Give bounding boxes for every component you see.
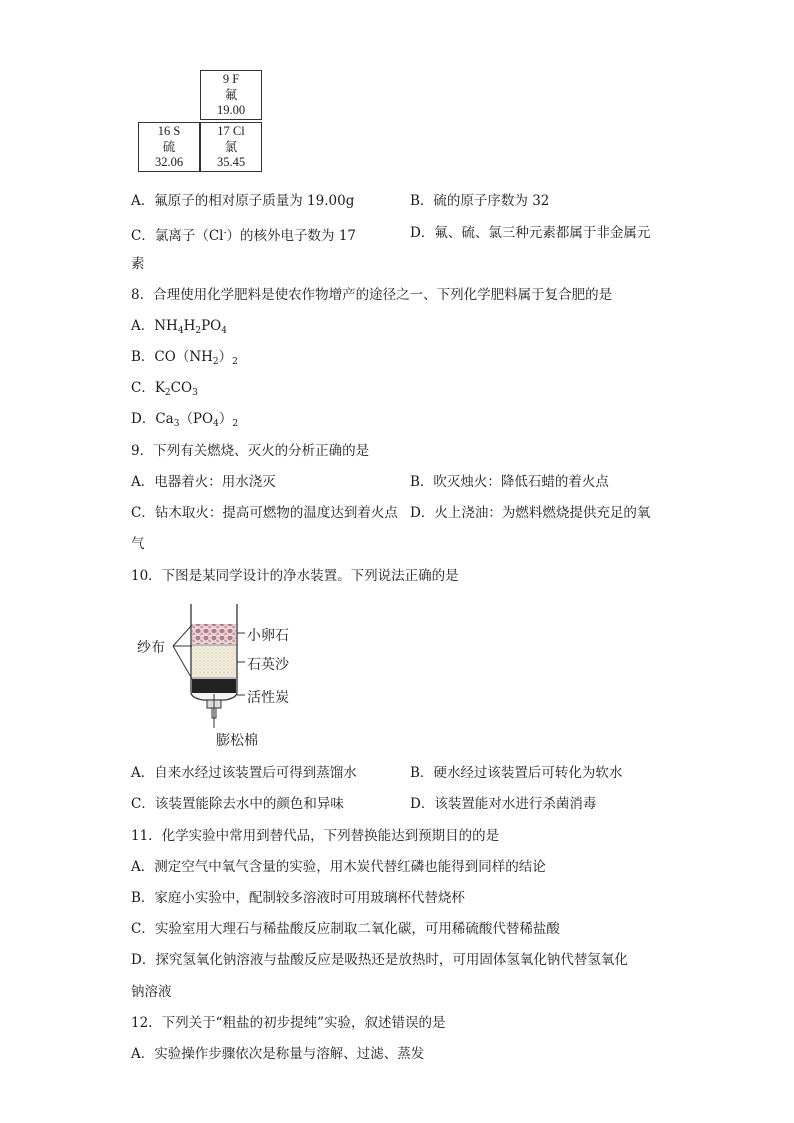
q8-a-sub2: 2: [195, 326, 202, 336]
fluorine-name: 氟: [224, 87, 238, 102]
element-cell-fluorine: [200, 70, 262, 120]
q8-b-sub2: 2: [232, 357, 238, 367]
q7-option-d-cont: 素: [131, 256, 145, 272]
q9-stem: 9．下列有关燃烧、灭火的分析正确的是: [131, 443, 370, 459]
chlorine-mass: 35.45: [216, 155, 246, 169]
fluorine-mass: 19.00: [216, 103, 246, 117]
q8-b-sub1: 2: [212, 357, 219, 367]
q8-b-text: B．CO（NH: [131, 349, 213, 365]
q7-option-b[interactable]: B．硫的原子序数为 32: [410, 193, 550, 209]
q8-c-sub1: 2: [164, 388, 171, 398]
q7-option-a[interactable]: A．氟原子的相对原子质量为 19.00g: [131, 193, 355, 209]
q10-option-d[interactable]: D．该装置能对水进行杀菌消毒: [410, 796, 597, 812]
label-carbon: 活性炭: [247, 690, 289, 706]
label-sand: 石英沙: [247, 657, 289, 673]
element-cell-sulfur: [138, 122, 200, 172]
q8-d-text: D．Ca: [131, 411, 174, 427]
fluorine-number-symbol: 9 F: [222, 72, 240, 86]
q8-d-sub1: 3: [173, 419, 180, 429]
label-gauze: 纱布: [137, 640, 165, 656]
q11-option-d-cont: 钠溶液: [131, 984, 172, 1000]
q8-a-sub3: 4: [221, 326, 227, 336]
q7-option-d[interactable]: D．氟、硫、氯三种元素都属于非金属元: [410, 225, 651, 241]
label-cotton: 膨松棉: [216, 733, 258, 749]
sulfur-name: 硫: [162, 139, 176, 154]
q12-option-a[interactable]: A．实验操作步骤依次是称量与溶解、过滤、蒸发: [131, 1046, 425, 1062]
q8-stem: 8．合理使用化学肥料是使农作物增产的途径之一、下列化学肥料属于复合肥的是: [131, 287, 613, 303]
q9-option-a[interactable]: A．电器着火：用水浇灭: [131, 474, 276, 490]
q8-c-sub2: 3: [192, 388, 198, 398]
q7-c-sup: -: [223, 228, 227, 238]
q8-option-d[interactable]: [131, 409, 238, 434]
q8-d-sub3: 2: [232, 419, 239, 429]
q10-stem: 10．下图是某同学设计的净水装置。下列说法正确的是: [131, 568, 459, 584]
q7-c-post: ）的核外电子数为 17: [226, 228, 357, 244]
water-filter-diagram: [131, 600, 321, 750]
chlorine-name: 氯: [224, 139, 238, 154]
q8-a-text2: H: [183, 318, 196, 334]
sulfur-number-symbol: 16 S: [157, 124, 181, 138]
q10-option-a[interactable]: A．自来水经过该装置后可得到蒸馏水: [131, 765, 357, 781]
q11-option-d[interactable]: D．探究氢氧化钠溶液与盐酸反应是吸热还是放热时，可用固体氢氧化钠代替氢氧化: [131, 952, 628, 968]
q9-option-d[interactable]: D．火上浇油：为燃料燃烧提供充足的氧: [410, 505, 651, 521]
q8-c-text2: CO: [170, 380, 193, 396]
q8-a-sub1: 4: [177, 326, 184, 336]
q8-a-text: A．NH: [131, 318, 178, 334]
q11-stem: 11．化学实验中常用到替代品，下列替换能达到预期目的的是: [131, 828, 500, 844]
q7-option-c[interactable]: [131, 223, 356, 246]
q8-b-text2: ）: [218, 349, 233, 365]
q10-option-b[interactable]: B．硬水经过该装置后可转化为软水: [410, 765, 623, 781]
q8-c-text: C．K: [131, 380, 165, 396]
sulfur-mass: 32.06: [154, 155, 184, 169]
q8-option-a[interactable]: [131, 316, 227, 341]
element-cell-chlorine: [200, 122, 262, 172]
label-pebbles: 小卵石: [247, 628, 289, 644]
q10-option-c[interactable]: C．该装置能除去水中的颜色和异味: [131, 796, 344, 812]
q9-option-b[interactable]: B．吹灭烛火：降低石蜡的着火点: [410, 474, 609, 490]
q8-d-text2: （PO: [179, 411, 214, 427]
chlorine-number-symbol: 17 Cl: [217, 124, 245, 138]
q8-option-b[interactable]: [131, 347, 238, 372]
q9-option-c[interactable]: C．钻木取火：提高可燃物的温度达到着火点: [131, 505, 398, 521]
q8-a-text3: PO: [201, 318, 222, 334]
q9-option-d-cont: 气: [131, 536, 145, 552]
q7-c-pre: C．氯离子（Cl: [131, 228, 224, 244]
q11-option-c[interactable]: C．实验室用大理石与稀盐酸反应制取二氧化碳，可用稀硫酸代替稀盐酸: [131, 921, 560, 937]
filter-apparatus-icon: [131, 600, 321, 750]
q12-stem: 12．下列关于“粗盐的初步提纯”实验，叙述错误的是: [131, 1015, 446, 1031]
q8-d-sub2: 4: [213, 419, 219, 429]
q8-option-c[interactable]: [131, 378, 198, 403]
q8-d-text3: ）: [218, 411, 233, 427]
q11-option-b[interactable]: B．家庭小实验中，配制较多溶液时可用玻璃杯代替烧杯: [131, 890, 465, 906]
q11-option-a[interactable]: A．测定空气中氧气含量的实验，用木炭代替红磷也能得到同样的结论: [131, 859, 546, 875]
